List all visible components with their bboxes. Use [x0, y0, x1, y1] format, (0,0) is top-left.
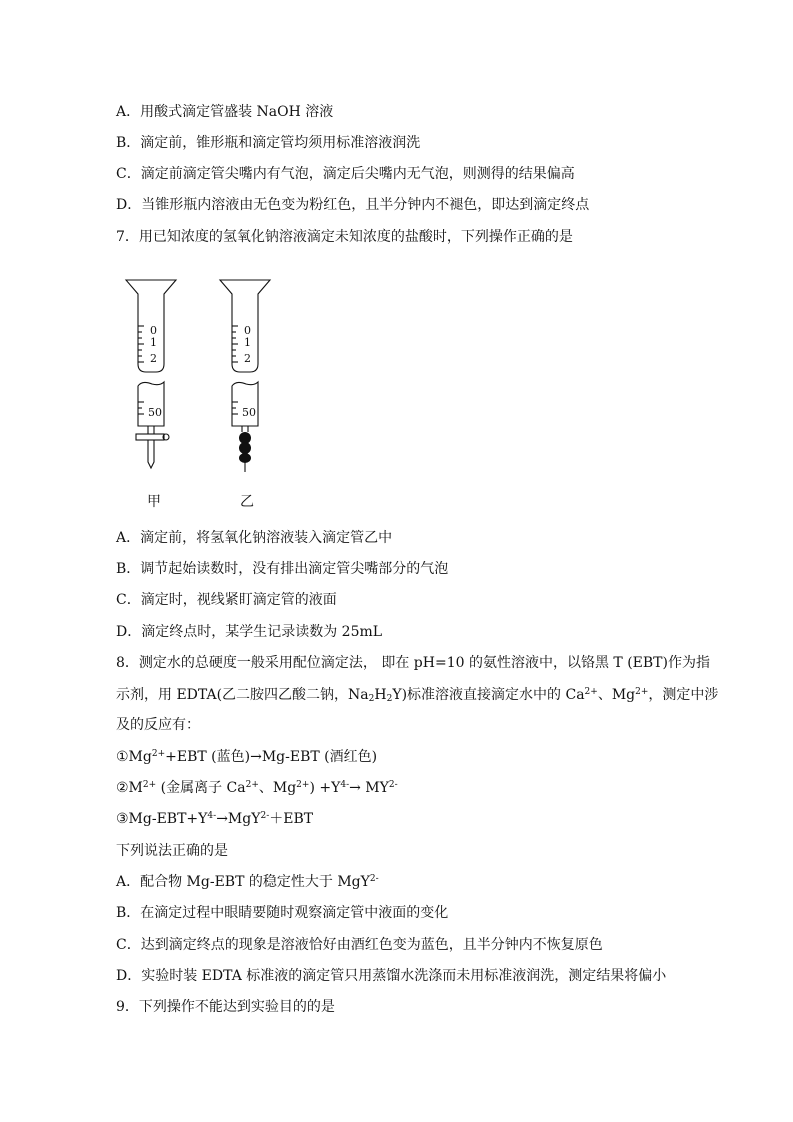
q6-option-a: A．用酸式滴定管盛装 NaOH 溶液: [116, 104, 334, 120]
q8-reaction-1: $①Mg^{2+}+EBT$ (蓝色)→Mg-EBT (酒红色): [116, 749, 378, 765]
q8-reaction-3: ③Mg-$EBT+Y^{4-}\to MgY^{2-}+EBT$: [116, 811, 314, 827]
right-scale-2: 2: [244, 352, 251, 365]
left-scale-0: 0: [150, 324, 157, 337]
stopcock: [136, 434, 164, 440]
q8-stem-line2: 示剂，用 EDTA(乙二胺四乙酸二钠，$Na_2H_2Y$)标准溶液直接滴定水中的 $Ca^{2+}$、$Mg^{2+}$，测定中涉: [116, 687, 719, 704]
left-scale-2: 2: [150, 352, 157, 365]
q6-option-b: B．滴定前，锥形瓶和滴定管均须用标准溶液润洗: [116, 135, 421, 151]
rubber-tube: [239, 432, 251, 463]
q7-option-c: C．滴定时，视线紧盯滴定管的液面: [116, 592, 337, 608]
q9-stem: 9．下列操作不能达到实验目的的是: [116, 999, 335, 1015]
q8-stem-line3: 及的反应有：: [116, 717, 200, 733]
right-scale-50: 50: [242, 406, 256, 419]
burette-figure: [118, 276, 298, 516]
right-burette-bottom: [232, 382, 258, 426]
q6-option-c: C．滴定前滴定管尖嘴内有气泡，滴定后尖嘴内无气泡，则测得的结果偏高: [116, 166, 575, 182]
right-scale-1: 1: [244, 336, 251, 349]
caption-jia: 甲: [147, 494, 161, 510]
q8-stem-line1: 8．测定水的总硬度一般采用配位滴定法， 即在 pH=10 的氨性溶液中，以铬黑 T (EBT)作为指: [116, 655, 710, 671]
left-scale-50: 50: [148, 406, 162, 419]
q8-prompt: 下列说法正确的是: [116, 843, 228, 859]
burette-diagram: [118, 276, 298, 516]
left-scale-1: 1: [150, 336, 157, 349]
q7-option-d: D．滴定终点时，某学生记录读数为 25mL: [116, 624, 383, 640]
q7-option-a: A．滴定前，将氢氧化钠溶液装入滴定管乙中: [116, 530, 393, 546]
q8-reaction-2: $②M^{2+}$ (金属离子 $Ca^{2+}$、$Mg^{2+}) +Y^{4-}\to MY^{2-}$: [116, 780, 398, 796]
q7-stem: 7．用已知浓度的氢氧化钠溶液滴定未知浓度的盐酸时，下列操作正确的是: [116, 229, 573, 245]
caption-yi: 乙: [240, 494, 254, 510]
left-tip: [148, 440, 154, 468]
q8-option-a: A．配合物 Mg-EBT 的稳定性大于 MgY$^{2-}$: [116, 874, 379, 890]
q6-option-d: D．当锥形瓶内溶液由无色变为粉红色，且半分钟内不褪色，即达到滴定终点: [116, 197, 590, 213]
left-burette-bottom: [138, 382, 164, 426]
q7-option-b: B．调节起始读数时，没有排出滴定管尖嘴部分的气泡: [116, 561, 449, 577]
q8-option-b: B．在滴定过程中眼睛要随时观察滴定管中液面的变化: [116, 905, 449, 921]
right-scale-0: 0: [244, 324, 251, 337]
q8-option-c: C．达到滴定终点的现象是溶液恰好由酒红色变为蓝色，且半分钟内不恢复原色: [116, 937, 603, 953]
q8-option-d: D．实验时装 EDTA 标准液的滴定管只用蒸馏水洗涤而未用标准液润洗，测定结果将偏小: [116, 968, 667, 984]
